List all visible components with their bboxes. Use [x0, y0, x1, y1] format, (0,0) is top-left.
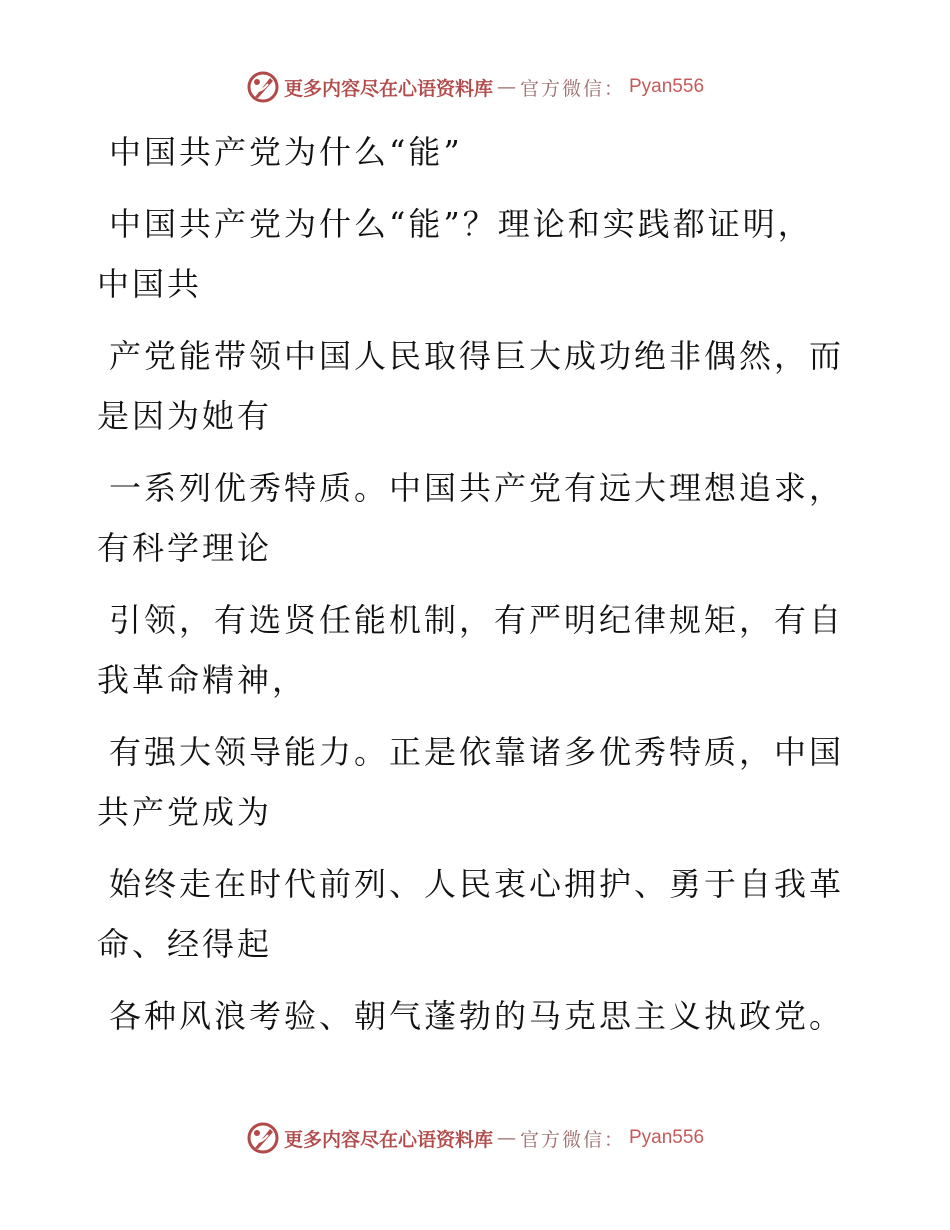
document-title: 中国共产党为什么“能” [109, 133, 463, 171]
banner-wechat-label: 官方微信： [519, 77, 625, 100]
text-line: 命、经得起 [97, 925, 273, 963]
document-body [97, 122, 845, 1046]
quill-logo-icon [246, 1121, 280, 1155]
banner-wechat-id: Pyan556 [629, 1127, 705, 1148]
banner-dash: — [496, 76, 516, 98]
text-line: 我革命精神， [97, 661, 308, 699]
text-line: 一系列优秀特质。中国共产党有远大理想追求， [109, 469, 845, 507]
text-line: 引领，有选贤任能机制，有严明纪律规矩，有自 [109, 601, 845, 639]
text-line: 产党能带领中国人民取得巨大成功绝非偶然，而 [109, 337, 845, 375]
banner-site-text: 更多内容尽在心语资料库 [283, 77, 493, 100]
text-line: 中国共产党为什么“能”？理论和实践都证明， [109, 205, 813, 243]
banner-dash: — [496, 1127, 516, 1149]
text-line: 各种风浪考验、朝气蓬勃的马克思主义执政党。 [109, 997, 845, 1035]
banner-site-text: 更多内容尽在心语资料库 [283, 1128, 493, 1151]
text-line: 有强大领导能力。正是依靠诸多优秀特质，中国 [109, 733, 845, 771]
footer-banner [0, 1121, 950, 1155]
header-banner [0, 70, 950, 104]
banner-wechat-id: Pyan556 [629, 76, 705, 97]
quill-logo-icon [246, 70, 280, 104]
text-line: 是因为她有 [97, 397, 273, 435]
text-line: 始终走在时代前列、人民衷心拥护、勇于自我革 [109, 865, 845, 903]
text-line: 中国共 [97, 265, 203, 303]
text-line: 共产党成为 [97, 793, 273, 831]
text-line: 有科学理论 [97, 529, 273, 567]
banner-wechat-label: 官方微信： [519, 1128, 625, 1151]
